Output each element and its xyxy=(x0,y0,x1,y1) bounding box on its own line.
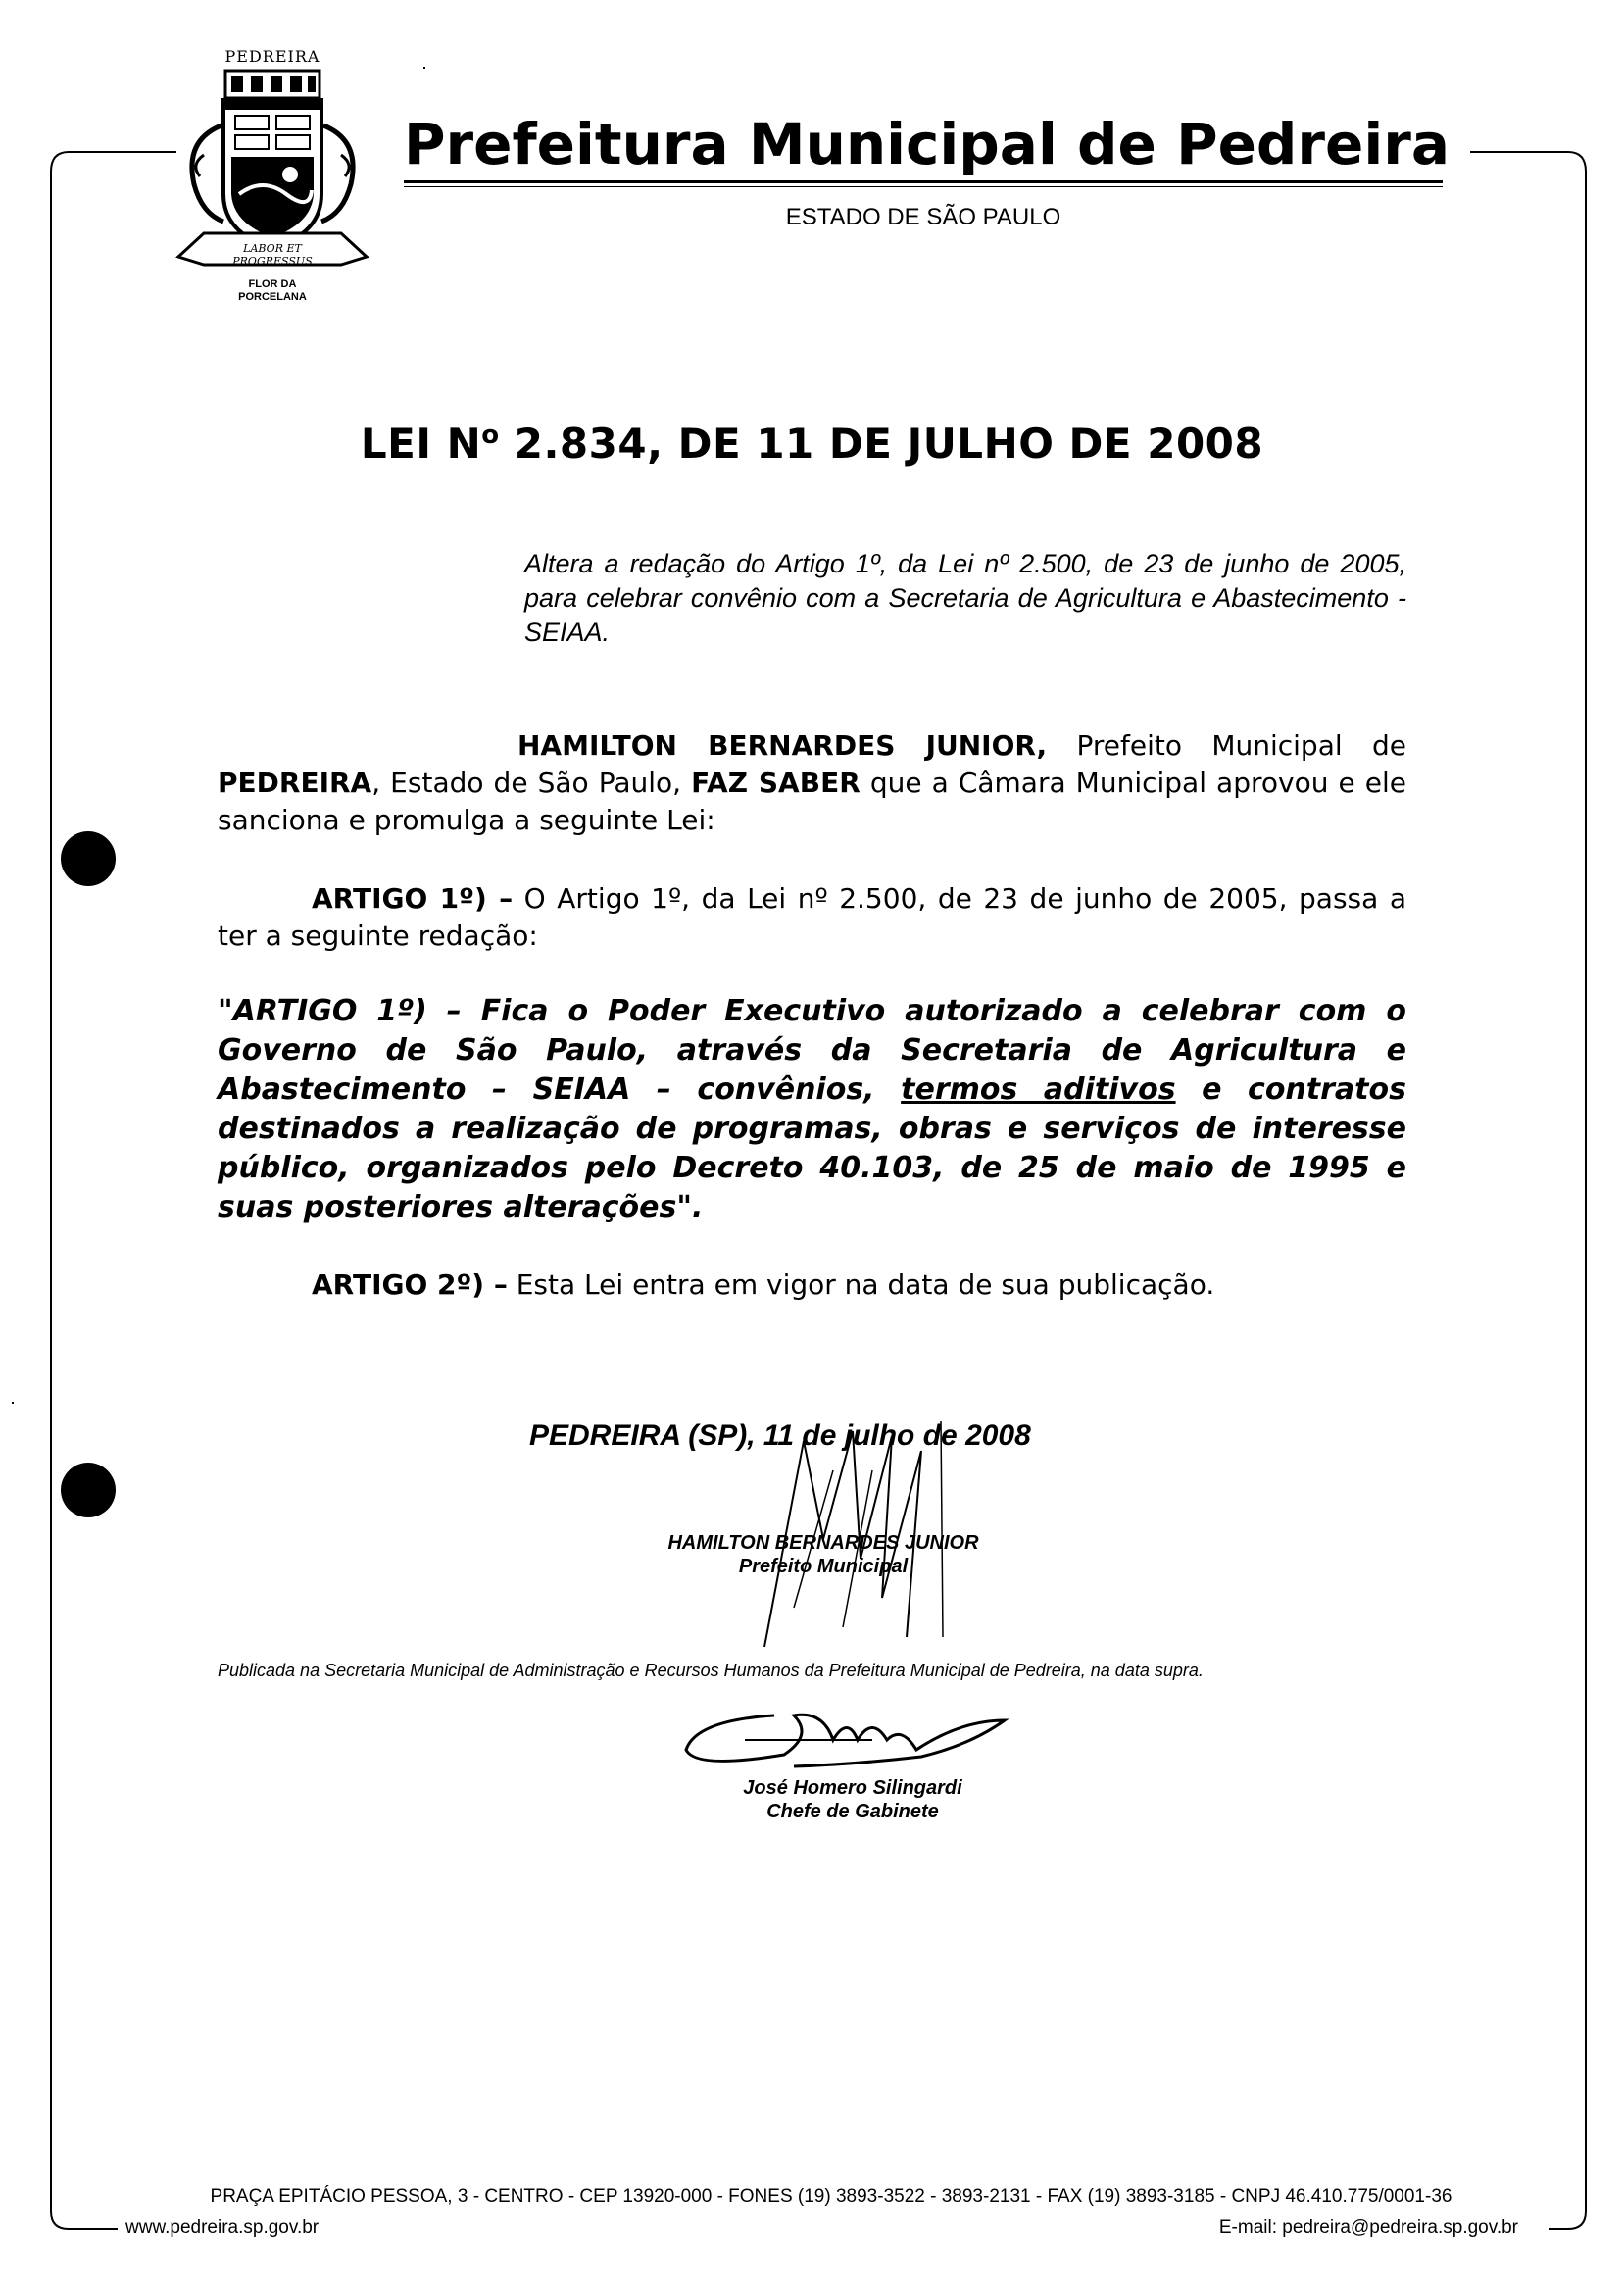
quoted-article-part-2: e contratos destinados a realização de programas, obras e serviços de interesse público, organizados pelo Decreto 40.103, de 25 de maio de 1995 e suas posteriores alterações". xyxy=(218,1072,1406,1224)
scan-speck xyxy=(12,1402,14,1404)
law-title-prefix: LEI N xyxy=(360,420,482,468)
enactment-text-1: Prefeito Municipal de xyxy=(1047,729,1406,762)
org-title: Prefeitura Municipal de Pedreira xyxy=(404,111,1450,177)
law-title xyxy=(0,420,1624,468)
article-1-label: ARTIGO 1º) – xyxy=(312,882,514,915)
chief-signature-role: Chefe de Gabinete xyxy=(766,1801,939,1822)
title-rule-thin xyxy=(404,186,1443,187)
law-summary: Altera a redação do Artigo 1º, da Lei nº 2.500, de 23 de junho de 2005, para celebrar convênio com a Secretaria de Agricultura e Abastecimento - SEIAA. xyxy=(524,549,1406,647)
punch-hole xyxy=(61,1463,116,1517)
punch-hole xyxy=(61,831,116,886)
article-2-label: ARTIGO 2º) – xyxy=(312,1268,508,1301)
state-subtitle: ESTADO DE SÃO PAULO xyxy=(785,204,1061,230)
coat-motto: LABOR ET PROGRESSUS xyxy=(232,242,313,268)
mayor-signature-role: Prefeito Municipal xyxy=(738,1556,909,1577)
coat-of-arms xyxy=(165,47,380,302)
article-2 xyxy=(218,1267,1406,1304)
quoted-article-underlined: termos aditivos xyxy=(901,1072,1176,1107)
quoted-article xyxy=(218,992,1406,1227)
chief-signature-name: José Homero Silingardi xyxy=(743,1777,962,1799)
scan-speck xyxy=(423,67,425,69)
coat-top-text: PEDREIRA xyxy=(224,47,320,66)
coat-bottom-line-1: FLOR DA xyxy=(248,278,297,290)
enactment-paragraph xyxy=(218,727,1406,839)
coat-bottom-text xyxy=(165,278,380,304)
coat-bottom-line-2: PORCELANA xyxy=(238,291,307,303)
enactment-text-3: que a Câmara Municipal aprovou e ele sanciona e promulga a seguinte Lei: xyxy=(218,767,1406,836)
mayor-signature-name: HAMILTON BERNARDES JUNIOR xyxy=(667,1532,979,1554)
faz-saber: FAZ SABER xyxy=(691,767,861,799)
footer-website: www.pedreira.sp.gov.br xyxy=(125,2217,320,2238)
mayor-name-inline: HAMILTON BERNARDES JUNIOR, xyxy=(517,729,1048,762)
footer-email: E-mail: pedreira@pedreira.sp.gov.br xyxy=(1218,2217,1518,2238)
article-2-text: Esta Lei entra em vigor na data de sua publicação. xyxy=(507,1268,1215,1301)
article-1 xyxy=(218,880,1406,955)
quoted-article-part-1: "ARTIGO 1º) – Fica o Poder Executivo autorizado a celebrar com o Governo de São Paulo, através da Secretaria de Agricultura e Abastecimento – SEIAA – convênios, xyxy=(218,994,1406,1107)
footer-address: PRAÇA EPITÁCIO PESSOA, 3 - CENTRO - CEP 13920-000 - FONES (19) 3893-3522 - 3893-2131 - FAX (19) 3893-3185 - CNPJ 46.410.775/0001-36 xyxy=(210,2186,1452,2207)
city-name-inline: PEDREIRA xyxy=(218,767,372,799)
law-title-ordinal: o xyxy=(481,421,500,450)
chief-signature xyxy=(676,1696,1019,1784)
law-title-rest: 2.834, DE 11 DE JULHO DE 2008 xyxy=(499,420,1264,468)
enactment-text-2: , Estado de São Paulo, xyxy=(371,767,692,799)
publication-note: Publicada na Secretaria Municipal de Administração e Recursos Humanos da Prefeitura Municipal de Pedreira, na data supra. xyxy=(218,1661,1204,1680)
title-rule xyxy=(404,180,1443,183)
article-1-text: O Artigo 1º, da Lei nº 2.500, de 23 de junho de 2005, passa a ter a seguinte redação: xyxy=(218,882,1407,952)
place-date: PEDREIRA (SP), 11 de julho de 2008 xyxy=(529,1419,1031,1452)
